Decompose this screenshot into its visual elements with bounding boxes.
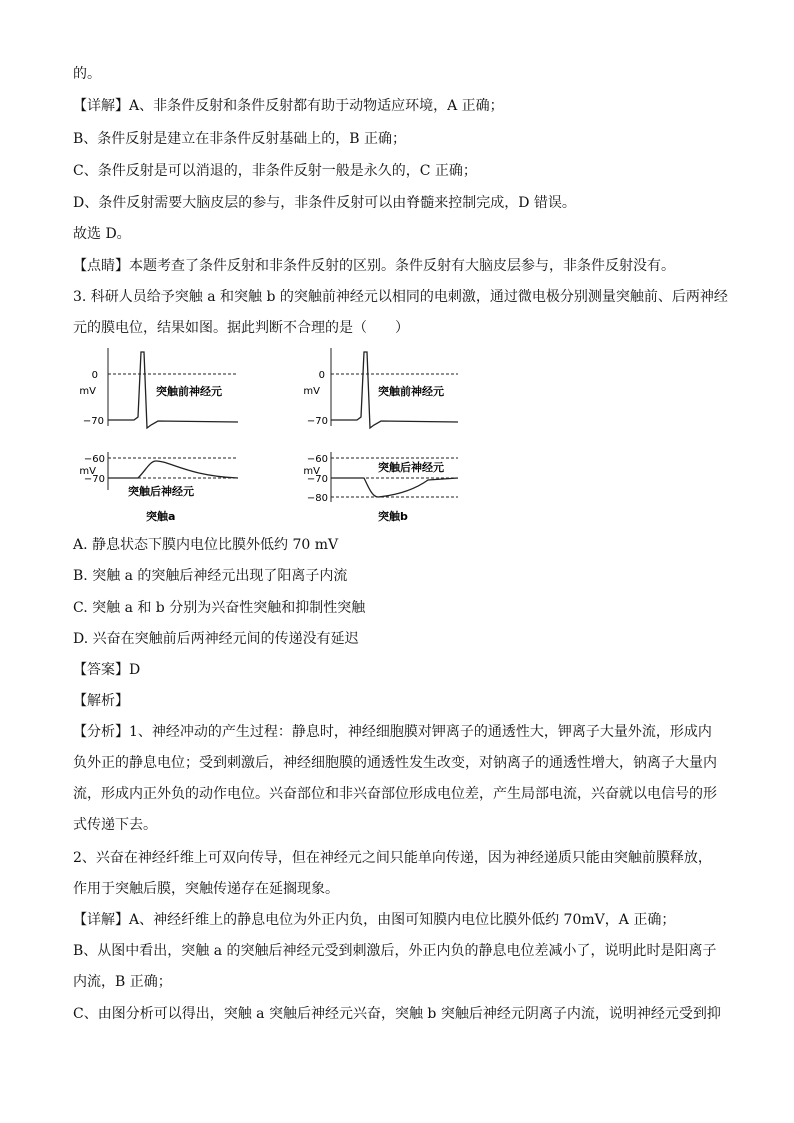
unit-label: mV — [303, 466, 320, 477]
analysis-line: C、由图分析可以得出，突触 a 突触后神经元兴奋，突触 b 突触后神经元阴离子内流，说明神经元受到抑 — [73, 1006, 721, 1022]
analysis-line: B、从图中看出，突触 a 的突触后神经元受到刺激后，外正内负的静息电位差减小了，说明此时是阳离子 — [73, 943, 717, 959]
analysis-line: 作用于突触后膜，突触传递存在延搁现象。 — [73, 881, 339, 897]
tick-label: −70 — [83, 474, 105, 485]
text-line: 故选 D。 — [73, 226, 131, 242]
text-line: C、条件反射是可以消退的，非条件反射一般是永久的，C 正确； — [73, 163, 477, 179]
text-line: 【点睛】本题考查了条件反射和非条件反射的区别。条件反射有大脑皮层参与，非条件反射没有。 — [73, 258, 675, 274]
text-line: B、条件反射是建立在非条件反射基础上的，B 正确； — [73, 131, 407, 147]
unit-label: mV — [303, 386, 320, 397]
analysis-heading: 【解析】 — [73, 693, 129, 709]
analysis-line: 【详解】A、神经纤维上的静息电位为外正内负，由图可知膜内电位比膜外低约 70mV，A 正确； — [73, 912, 676, 928]
question-3-stem: 3. 科研人员给予突触 a 和突触 b 的突触前神经元以相同的电刺激，通过微电极分别测量突触前、后两神经 — [73, 289, 728, 305]
tick-label: 0 — [318, 370, 325, 381]
unit-label: mV — [79, 466, 96, 477]
post-neuron-label: 突触后神经元 — [128, 485, 194, 498]
analysis-line: 内流，B 正确； — [73, 974, 172, 990]
membrane-potential-figure — [79, 340, 488, 530]
option-d: D. 兴奋在突触前后两神经元间的传递没有延迟 — [73, 631, 359, 647]
tick-label: −60 — [83, 454, 105, 465]
pre-neuron-label: 突触前神经元 — [378, 385, 444, 398]
text-line: D、条件反射需要大脑皮层的参与，非条件反射可以由脊髓来控制完成，D 错误。 — [73, 195, 576, 211]
text-line: 【详解】A、非条件反射和条件反射都有助于动物适应环境，A 正确； — [73, 98, 504, 114]
synapse-a-panel — [79, 348, 238, 523]
postsynaptic-trace-a — [108, 461, 238, 478]
postsynaptic-trace-b — [331, 478, 458, 497]
option-c: C. 突触 a 和 b 分别为兴奋性突触和抑制性突触 — [73, 600, 366, 616]
text-line: 的。 — [73, 66, 101, 82]
analysis-line: 式传递下去。 — [73, 817, 157, 833]
figure-caption-b: 突触b — [378, 510, 408, 523]
tick-label: −70 — [306, 416, 328, 427]
tick-label: 0 — [91, 370, 98, 381]
option-a: A. 静息状态下膜内电位比膜外低约 70 mV — [73, 537, 339, 553]
question-3-stem-cont: 元的膜电位，结果如图。据此判断不合理的是（ ） — [73, 320, 409, 336]
unit-label: mV — [79, 386, 96, 397]
option-b: B. 突触 a 的突触后神经元出现了阳离子内流 — [73, 568, 348, 584]
tick-label: −70 — [82, 416, 104, 427]
analysis-line: 【分析】1、神经冲动的产生过程：静息时，神经细胞膜对钾离子的通透性大，钾离子大量外流，形成内 — [73, 724, 712, 740]
analysis-line: 2、兴奋在神经纤维上可双向传导，但在神经元之间只能单向传递，因为神经递质只能由突触前膜释放， — [73, 850, 712, 866]
pre-neuron-label: 突触前神经元 — [156, 385, 222, 398]
tick-label: −80 — [306, 493, 328, 504]
analysis-line: 流，形成内正外负的动作电位。兴奋部位和非兴奋部位形成电位差，产生局部电流，兴奋就以电信号的形 — [73, 786, 717, 802]
synapse-b-panel — [303, 348, 458, 523]
post-neuron-label: 突触后神经元 — [378, 461, 444, 474]
analysis-line: 负外正的静息电位；受到刺激后，神经细胞膜的通透性发生改变，对钠离子的通透性增大，钠离子大量内 — [73, 755, 717, 771]
figure-caption-a: 突触a — [146, 510, 176, 523]
tick-label: −60 — [306, 454, 328, 465]
tick-label: −70 — [306, 474, 328, 485]
answer-label: 【答案】D — [73, 662, 141, 678]
